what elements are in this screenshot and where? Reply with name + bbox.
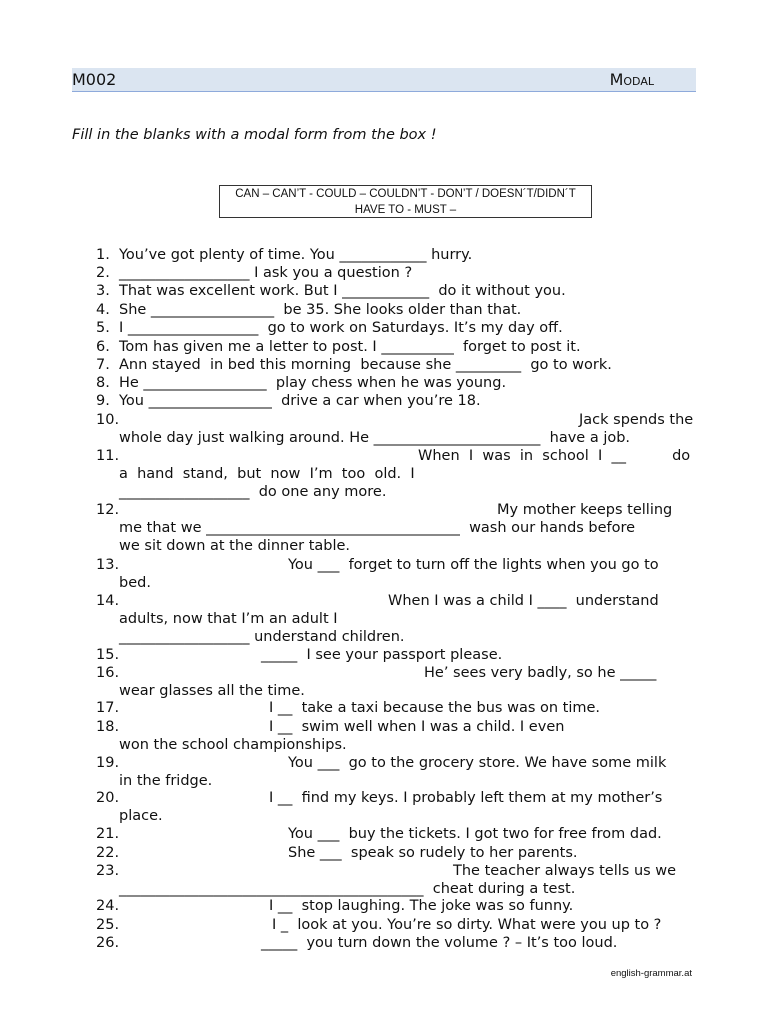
exercise-item xyxy=(0,699,768,717)
exercise-item xyxy=(0,264,768,282)
exercise-text-line: I _ look at you. You’re so dirty. What were you up to ? xyxy=(272,917,662,933)
exercise-number: 24. xyxy=(96,898,120,914)
exercise-text-line: You _________________ drive a car when you’re 18. xyxy=(119,393,481,409)
exercise-text-line: _____ you turn down the volume ? – It’s too loud. xyxy=(261,935,618,951)
exercise-item xyxy=(0,246,768,264)
exercise-text-line: bed. xyxy=(119,574,151,591)
word-box-line-1: CAN – CAN’T - COULD – COULDN’T - DON’T / DOESN´T/DIDN´T xyxy=(235,188,576,200)
exercise-text-line: The teacher always tells us we xyxy=(453,863,677,879)
exercise-text-line: __________________ understand children. xyxy=(119,628,405,645)
exercise-number: 12. xyxy=(96,502,120,518)
exercise-number: 10. xyxy=(96,412,120,428)
exercise-number: 4. xyxy=(96,302,110,318)
exercise-number: 16. xyxy=(96,665,120,681)
exercise-item xyxy=(0,592,768,645)
exercise-item xyxy=(0,789,768,824)
exercise-text-line: won the school championships. xyxy=(119,736,347,753)
document-code: M002 xyxy=(72,70,117,89)
exercise-text-line: I __________________ go to work on Saturdays. It’s my day off. xyxy=(119,320,563,336)
exercise-text-line: I __ stop laughing. The joke was so funny. xyxy=(269,898,574,914)
exercise-text-line: whole day just walking around. He _______________________ have a job. xyxy=(119,429,631,446)
exercise-item xyxy=(0,411,768,446)
exercise-item xyxy=(0,934,768,952)
word-box-line-2: HAVE TO - MUST – xyxy=(354,204,457,216)
exercise-text-line: _____ I see your passport please. xyxy=(261,647,503,663)
exercise-text-line: You’ve got plenty of time. You ____________ hurry. xyxy=(119,247,473,263)
exercise-item xyxy=(0,501,768,554)
exercise-text-line: You ___ forget to turn off the lights when you go to xyxy=(288,557,659,573)
exercise-number: 8. xyxy=(96,375,110,391)
exercise-number: 3. xyxy=(96,283,110,299)
exercise-item xyxy=(0,754,768,789)
exercise-text-line: a hand stand, but now I’m too old. I xyxy=(119,465,415,482)
document-title: Modal xyxy=(609,70,654,89)
exercise-number: 19. xyxy=(96,755,120,771)
exercise-item xyxy=(0,862,768,897)
exercise-number: 7. xyxy=(96,357,110,373)
exercise-number: 5. xyxy=(96,320,110,336)
exercise-number: 25. xyxy=(96,917,120,933)
exercise-number: 2. xyxy=(96,265,110,281)
footer-source: english-grammar.at xyxy=(610,968,692,979)
exercise-item xyxy=(0,374,768,392)
exercise-text-line: adults, now that I’m an adult I xyxy=(119,610,338,627)
exercise-number: 17. xyxy=(96,700,120,716)
exercise-item xyxy=(0,338,768,356)
exercise-number: 11. xyxy=(96,448,120,464)
exercise-text-line: Jack spends the xyxy=(579,412,694,428)
exercise-text-line: I __ take a taxi because the bus was on time. xyxy=(269,700,601,716)
exercise-text-line: __________________ do one any more. xyxy=(119,483,387,500)
exercise-item xyxy=(0,356,768,374)
exercise-text-line: wear glasses all the time. xyxy=(119,682,305,699)
exercise-text-line: That was excellent work. But I ____________ do it without you. xyxy=(119,283,566,299)
instruction-text: Fill in the blanks with a modal form from the box ! xyxy=(72,127,437,143)
exercise-item xyxy=(0,916,768,934)
exercise-item xyxy=(0,282,768,300)
exercise-text-line: She _________________ be 35. She looks older than that. xyxy=(119,302,522,318)
exercise-text-line: You ___ buy the tickets. I got two for free from dad. xyxy=(288,826,662,842)
exercise-text-line: My mother keeps telling xyxy=(497,502,673,518)
exercise-item xyxy=(0,646,768,664)
exercise-item xyxy=(0,718,768,753)
exercise-text-line: When I was a child I ____ understand xyxy=(388,593,659,609)
exercise-item xyxy=(0,897,768,915)
exercise-number: 6. xyxy=(96,339,110,355)
exercise-text-line: You ___ go to the grocery store. We have some milk xyxy=(288,755,667,771)
exercise-text-line: in the fridge. xyxy=(119,772,213,789)
exercise-text-line: She ___ speak so rudely to her parents. xyxy=(288,845,578,861)
exercise-number: 15. xyxy=(96,647,120,663)
exercise-text-line: place. xyxy=(119,807,163,824)
exercise-number: 9. xyxy=(96,393,110,409)
exercise-number: 13. xyxy=(96,557,120,573)
exercise-item xyxy=(0,447,768,500)
exercise-item xyxy=(0,556,768,591)
exercise-number: 20. xyxy=(96,790,120,806)
exercise-number: 26. xyxy=(96,935,120,951)
exercise-text-line: I __ swim well when I was a child. I even xyxy=(269,719,565,735)
exercise-number: 21. xyxy=(96,826,120,842)
exercise-number: 14. xyxy=(96,593,120,609)
exercise-number: 18. xyxy=(96,719,120,735)
exercise-text-line: When I was in school I __ do xyxy=(418,448,691,464)
exercise-text-line: Tom has given me a letter to post. I __________ forget to post it. xyxy=(119,339,581,355)
exercise-number: 22. xyxy=(96,845,120,861)
exercise-text-line: __________________________________________ cheat during a test. xyxy=(119,880,576,897)
exercise-text-line: I __ find my keys. I probably left them at my mother’s xyxy=(269,790,663,806)
exercise-text-line: He’ sees very badly, so he _____ xyxy=(424,665,657,681)
exercise-item xyxy=(0,301,768,319)
exercise-number: 1. xyxy=(96,247,110,263)
exercise-text-line: He _________________ play chess when he was young. xyxy=(119,375,507,391)
exercise-text-line: we sit down at the dinner table. xyxy=(119,537,351,554)
exercise-item xyxy=(0,825,768,843)
exercise-item xyxy=(0,844,768,862)
exercise-item xyxy=(0,319,768,337)
exercise-item xyxy=(0,664,768,699)
exercise-number: 23. xyxy=(96,863,120,879)
exercise-item xyxy=(0,392,768,410)
exercise-text-line: __________________ I ask you a question ? xyxy=(119,265,413,281)
exercise-text-line: me that we ___________________________________ wash our hands before xyxy=(119,519,636,536)
exercise-text-line: Ann stayed in bed this morning because she _________ go to work. xyxy=(119,357,612,373)
